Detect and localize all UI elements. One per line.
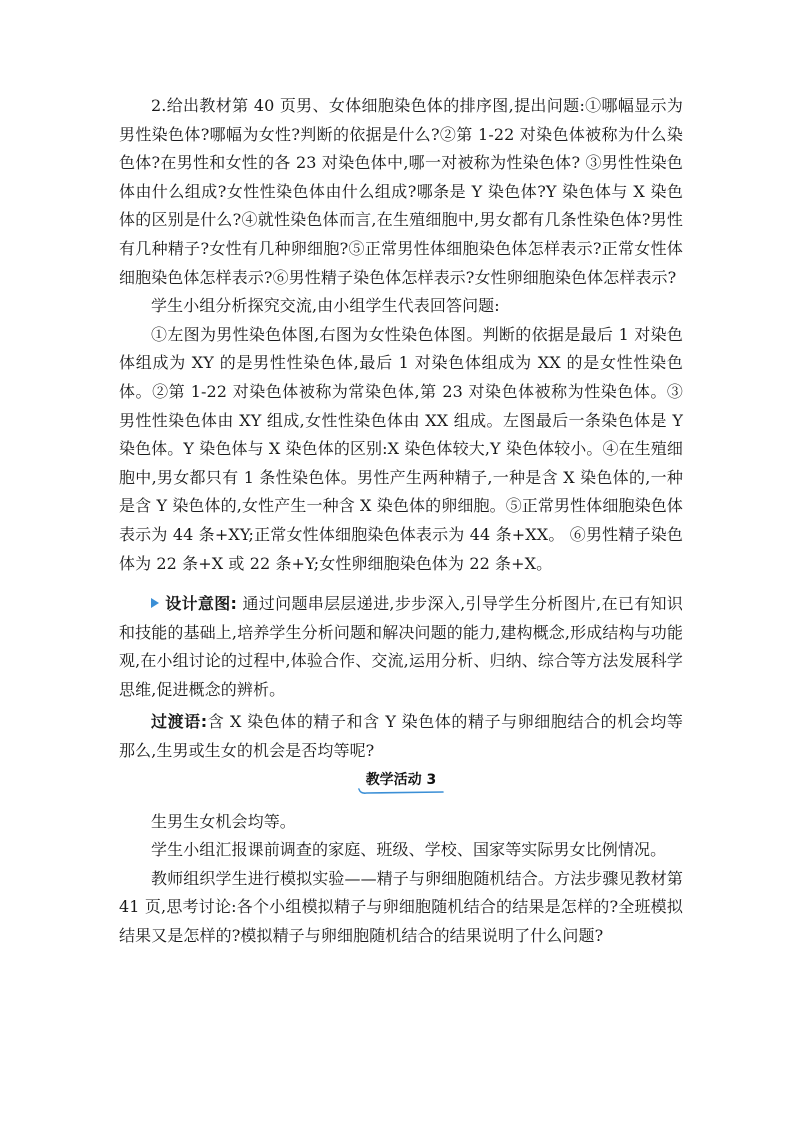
activity-paragraph-2: 学生小组汇报课前调查的家庭、班级、学校、国家等实际男女比例情况。 bbox=[151, 840, 667, 860]
activity-title: 教学活动 3 bbox=[365, 771, 437, 788]
design-intent-text: 通过问题串层层递进,步步深入,引导学生分析图片,在已有知识和技能的基础上,培养学生分析问题和解决问题的能力,建构概念,形成结构与功能观,在小组讨论的过程中,体验合作、交流,运用分析、归纳、综合等方法发展科学思维,促进概念的辨析。 bbox=[119, 594, 683, 699]
transition-paragraph bbox=[119, 708, 683, 765]
activity-paragraph-3: 教师组织学生进行模拟实验——精子与卵细胞随机结合。方法步骤见教材第 41 页,思考讨论:各个小组模拟精子与卵细胞随机结合的结果是怎样的?全班模拟结果又是怎样的?模拟精子与卵细胞随机结合的结果说明了什么问题? bbox=[119, 868, 683, 946]
design-intent-label: 设计意图: bbox=[165, 594, 238, 614]
transition-label: 过渡语: bbox=[151, 712, 208, 732]
group-discussion-paragraph: 学生小组分析探究交流,由小组学生代表回答问题: bbox=[151, 296, 500, 316]
activity-heading bbox=[119, 768, 683, 800]
triangle-bullet-icon bbox=[151, 598, 159, 608]
underline-swoosh-icon bbox=[358, 787, 444, 795]
activity-title-badge bbox=[360, 768, 443, 792]
design-intent-paragraph bbox=[119, 590, 683, 704]
document-page bbox=[119, 92, 683, 951]
answer-paragraph: ①左图为男性染色体图,右图为女性染色体图。判断的依据是最后 1 对染色体组成为 XY 的是男性性染色体,最后 1 对染色体组成为 XX 的是女性性染色体。②第 1-22 对染色体被称为常染色体,第 23 对染色体被称为性染色体。③男性性染色体由 XY 组成,女性性染色体由 XX 组成。左图最后一条染色体是 Y 染色体。Y 染色体与 X 染色体的区别:X 染色体较大,Y 染色体较小。④在生殖细胞中,男女都只有 1 条性染色体。男性产生两种精子,一种是含 X 染色体的,一种是含 Y 染色体的,女性产生一种含 X 染色体的卵细胞。⑤正常男性体细胞染色体表示为 44 条+XY;正常女性体细胞染色体表示为 44 条+XX。 ⑥男性精子染色体为 22 条+X 或 22 条+Y;女性卵细胞染色体为 22 条+X。 bbox=[119, 324, 683, 573]
activity-paragraph-1: 生男生女机会均等。 bbox=[151, 811, 296, 831]
question-paragraph: 2.给出教材第 40 页男、女体细胞染色体的排序图,提出问题:①哪幅显示为男性染色体?哪幅为女性?判断的依据是什么?②第 1-22 对染色体被称为什么染色体?在男性和女性的各 23 对染色体中,哪一对被称为性染色体? ③男性性染色体由什么组成?女性性染色体由什么组成?哪条是 Y 染色体?Y 染色体与 X 染色体的区别是什么?④就性染色体而言,在生殖细胞中,男女都有几条性染色体?男性有几种精子?女性有几种卵细胞?⑤正常男性体细胞染色体怎样表示?正常女性体细胞染色体怎样表示?⑥男性精子染色体怎样表示?女性卵细胞染色体怎样表示? bbox=[119, 96, 683, 287]
transition-text: 含 X 染色体的精子和含 Y 染色体的精子与卵细胞结合的机会均等那么,生男或生女的机会是否均等呢? bbox=[119, 712, 683, 761]
